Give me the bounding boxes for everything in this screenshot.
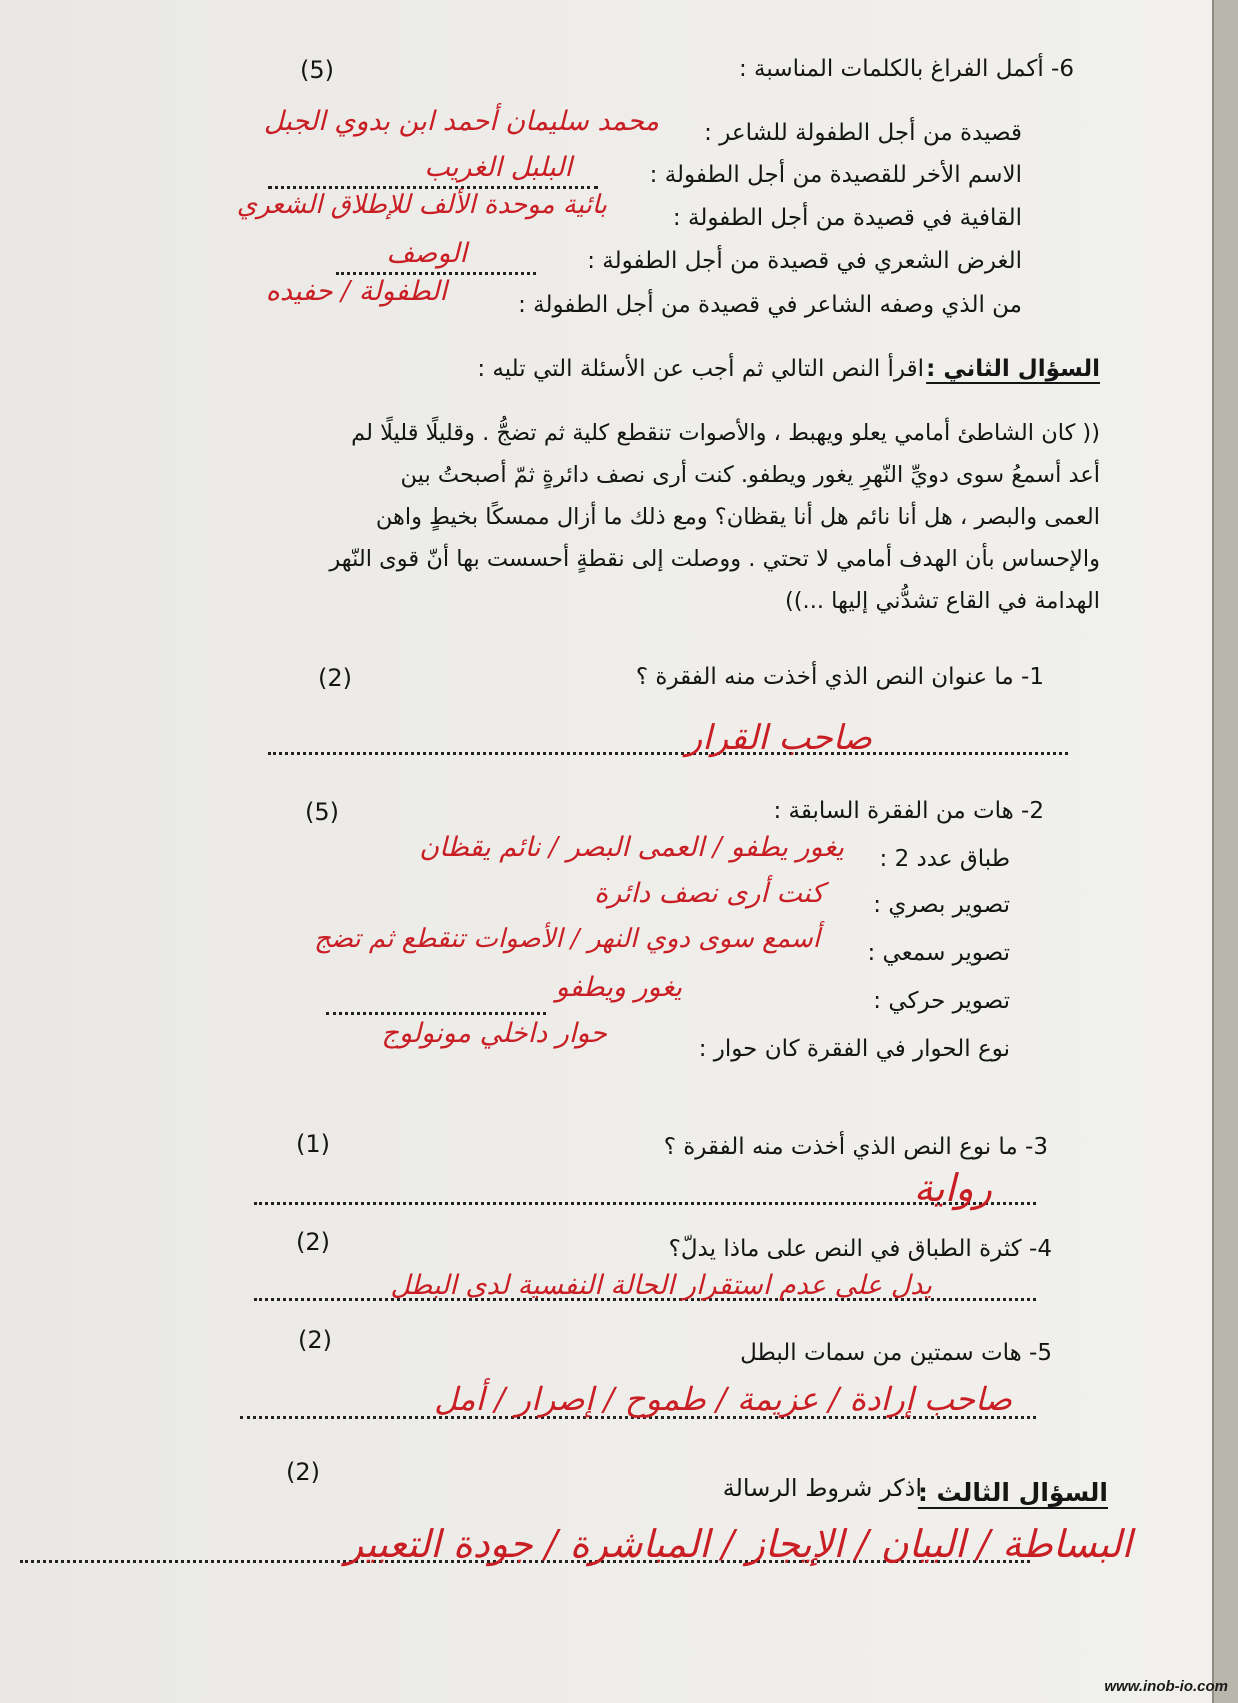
q6-item-2-blank bbox=[268, 186, 598, 189]
passage-line-2: أعد أسمعُ سوى دويِّ النّهرِ يغور ويطفو. كنت أرى نصف دائرةٍ ثمّ أصبحتُ بين bbox=[400, 462, 1100, 488]
q6-item-2-prompt: الاسم الأخر للقصيدة من أجل الطفولة : bbox=[649, 162, 1022, 188]
sub-q5-text: 5- هات سمتين من سمات البطل bbox=[740, 1340, 1052, 1366]
q6-title: 6- أكمل الفراغ بالكلمات المناسبة : bbox=[738, 56, 1074, 82]
sub-q2-item-4-answer: يغور ويطفو bbox=[555, 972, 682, 1003]
sub-q2-item-5-answer: حوار داخلي مونولوج bbox=[381, 1018, 607, 1049]
q6-item-3-prompt: القافية في قصيدة من أجل الطفولة : bbox=[672, 205, 1022, 231]
q6-item-4-answer: الوصف bbox=[386, 238, 467, 269]
q6-item-1-answer: محمد سليمان أحمد ابن بدوي الجبل bbox=[263, 106, 659, 137]
q6-item-4-blank bbox=[336, 272, 536, 275]
q3-section-instruction: اذكر شروط الرسالة bbox=[722, 1474, 922, 1502]
sub-q3-mark: (1) bbox=[296, 1130, 330, 1158]
sub-q4-answer: يدل على عدم استقرار الحالة النفسية لدى البطل bbox=[390, 1270, 932, 1301]
q3-section-label: السؤال الثالث : bbox=[917, 1478, 1108, 1507]
sub-q1-answer: صاحب القرار bbox=[685, 718, 872, 758]
sub-q2-mark: (5) bbox=[305, 798, 339, 826]
sub-q3-answer: رواية bbox=[913, 1166, 992, 1210]
passage-line-5: الهدامة في القاع تشدُّني إليها ...)) bbox=[785, 588, 1100, 614]
q2-section-instruction: اقرأ النص التالي ثم أجب عن الأسئلة التي تليه : bbox=[477, 356, 924, 382]
sub-q3-text: 3- ما نوع النص الذي أخذت منه الفقرة ؟ bbox=[663, 1134, 1048, 1160]
q3-section-mark: (2) bbox=[286, 1458, 320, 1486]
sub-q2-text: 2- هات من الفقرة السابقة : bbox=[773, 798, 1044, 824]
sub-q5-answer: صاحب إرادة / عزيمة / طموح / إصرار / أمل bbox=[434, 1380, 1012, 1418]
sub-q2-item-4-prompt: تصوير حركي : bbox=[873, 988, 1010, 1014]
sub-q2-item-5-prompt: نوع الحوار في الفقرة كان حوار : bbox=[698, 1036, 1010, 1062]
sub-q2-item-2-answer: كنت أرى نصف دائرة bbox=[594, 878, 824, 909]
sub-q4-text: 4- كثرة الطباق في النص على ماذا يدلّ؟ bbox=[668, 1236, 1052, 1262]
passage-line-3: العمى والبصر ، هل أنا نائم هل أنا يقظان؟ ومع ذلك ما أزال ممسكًا بخيطٍ واهن bbox=[375, 504, 1100, 530]
passage-line-1: (( كان الشاطئ أمامي يعلو ويهبط ، والأصوات تنقطع كلية ثم تضجُّ . وقليلًا قليلًا لم bbox=[351, 420, 1100, 446]
q6-item-3-answer: بائية موحدة الألف للإطلاق الشعري bbox=[236, 190, 607, 220]
passage-line-4: والإحساس بأن الهدف أمامي لا تحتي . ووصلت إلى نقطةٍ أحسست بها أنّ قوى النّهر bbox=[329, 546, 1100, 572]
q2-section-label: السؤال الثاني : bbox=[926, 356, 1100, 382]
sub-q2-item-2-prompt: تصوير بصري : bbox=[873, 892, 1010, 918]
q6-item-5-answer: الطفولة / حفيده bbox=[265, 276, 447, 307]
q6-item-4-prompt: الغرض الشعري في قصيدة من أجل الطفولة : bbox=[587, 248, 1022, 274]
sub-q2-item-1-answer: يغور يطفو / العمى البصر / نائم يقظان bbox=[419, 832, 844, 863]
sub-q1-mark: (2) bbox=[318, 664, 352, 692]
q3-section-answer: البساطة / البيان / الإيجاز / المباشرة / جودة التعبير bbox=[344, 1522, 1132, 1566]
passage bbox=[80, 412, 1100, 622]
q6-item-5-prompt: من الذي وصفه الشاعر في قصيدة من أجل الطفولة : bbox=[518, 292, 1022, 318]
watermark: www.inob-io.com bbox=[1104, 1678, 1228, 1695]
sub-q5-mark: (2) bbox=[298, 1326, 332, 1354]
sub-q4-mark: (2) bbox=[296, 1228, 330, 1256]
sub-q2-item-3-answer: أسمع سوى دوي النهر / الأصوات تنقطع ثم تضج bbox=[314, 924, 820, 954]
sub-q1-text: 1- ما عنوان النص الذي أخذت منه الفقرة ؟ bbox=[635, 664, 1044, 690]
q6-item-1-prompt: قصيدة من أجل الطفولة للشاعر : bbox=[704, 120, 1022, 146]
q6-mark: (5) bbox=[300, 56, 334, 84]
sub-q1-blank bbox=[268, 752, 1068, 755]
sub-q2-item-1-prompt: طباق عدد 2 : bbox=[879, 846, 1010, 872]
sub-q2-item-3-prompt: تصوير سمعي : bbox=[867, 940, 1010, 966]
q6-item-2-answer: البلبل الغريب bbox=[424, 152, 572, 183]
sub-q2-item-4-blank bbox=[326, 1012, 546, 1015]
